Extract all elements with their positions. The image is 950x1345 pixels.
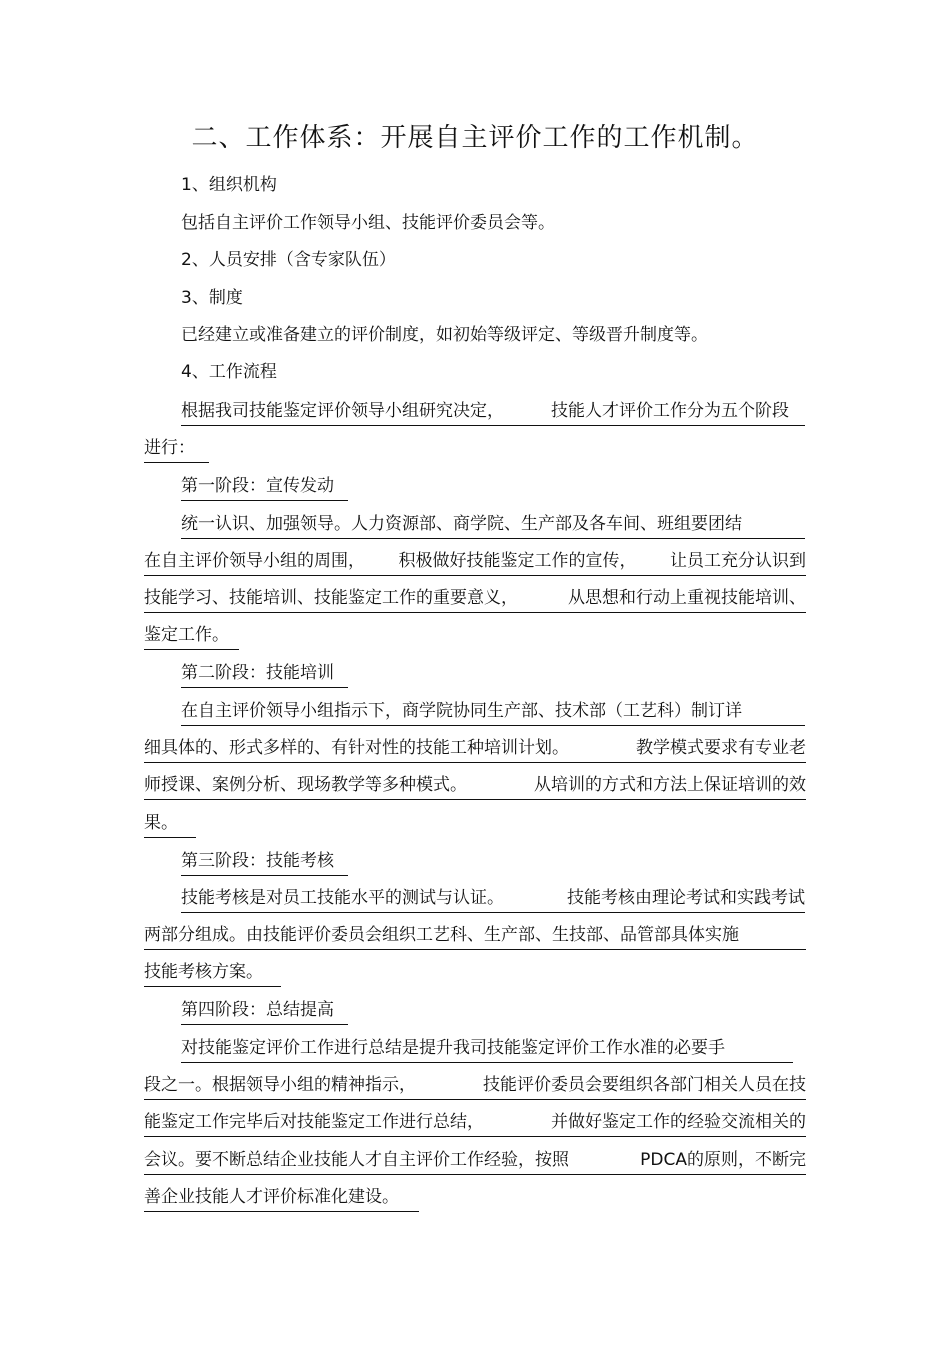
stage2-text-2a: 细具体的、形式多样的、有针对性的技能工种培训计划。 [144, 738, 569, 758]
stage2-text-3b: 从培训的方式和方法上保证培训的效 [534, 775, 806, 795]
stage3-text-1b: 技能考核由理论考试和实践考试 [567, 888, 805, 908]
heading-system: 3、制度 [181, 288, 243, 308]
intro-text-a: 根据我司技能鉴定评价领导小组研究决定， [181, 401, 504, 421]
stage1-text-2a: 在自主评价领导小组的周围， [144, 551, 365, 571]
stage2-line-2 [144, 735, 806, 763]
stage1-text-2b: 积极做好技能鉴定工作的宣传， [398, 551, 637, 571]
stage4-text-2a: 段之一。根据领导小组的精神指示， [144, 1075, 416, 1095]
stage2-line-4: 果。 [144, 810, 196, 838]
heading-staffing: 2、人员安排（含专家队伍） [181, 250, 396, 270]
stage4-text-2b: 技能评价委员会要组织各部门相关人员在技 [483, 1075, 806, 1095]
stage3-heading: 第三阶段：技能考核 [181, 848, 348, 876]
stage3-line-3: 技能考核方案。 [144, 959, 281, 987]
stage3-text-1a: 技能考核是对员工技能水平的测试与认证。 [181, 888, 504, 908]
stage4-text-3a: 能鉴定工作完毕后对技能鉴定工作进行总结， [144, 1112, 484, 1132]
section-title: 二、工作体系：开展自主评价工作的工作机制。 [191, 123, 759, 153]
stage1-line-2 [144, 548, 806, 576]
stage4-line-5: 善企业技能人才评价标准化建设。 [144, 1184, 419, 1212]
stage1-line-3 [144, 585, 806, 613]
stage1-line-4: 鉴定工作。 [144, 622, 239, 650]
stage4-text-4b: PDCA的原则，不断完 [640, 1150, 806, 1170]
stage1-heading: 第一阶段：宣传发动 [181, 473, 348, 501]
stage2-text-2b: 教学模式要求有专业老 [636, 738, 806, 758]
stage4-line-3 [144, 1109, 806, 1137]
organization-body: 包括自主评价工作领导小组、技能评价委员会等。 [181, 213, 555, 233]
stage2-line-3 [144, 772, 806, 800]
intro-line-2: 进行： [144, 435, 209, 463]
stage1-line-1: 统一认识、加强领导。人力资源部、商学院、生产部及各车间、班组要团结 [181, 511, 805, 539]
stage4-line-1: 对技能鉴定评价工作进行总结是提升我司技能鉴定评价工作水准的必要手 [181, 1035, 793, 1063]
stage4-line-4 [144, 1147, 806, 1175]
stage1-text-3a: 技能学习、技能培训、技能鉴定工作的重要意义， [144, 588, 518, 608]
heading-workflow: 4、工作流程 [181, 362, 277, 382]
heading-organization: 1、组织机构 [181, 175, 277, 195]
intro-text-b: 技能人才评价工作分为五个阶段 [551, 401, 789, 421]
intro-line-1 [181, 398, 805, 426]
stage3-line-1 [181, 885, 805, 913]
stage2-text-3a: 师授课、案例分析、现场教学等多种模式。 [144, 775, 467, 795]
stage4-line-2 [144, 1072, 806, 1100]
stage1-text-3b: 从思想和行动上重视技能培训、 [568, 588, 806, 608]
stage1-text-2c: 让员工充分认识到 [670, 551, 806, 571]
stage4-text-4a: 会议。要不断总结企业技能人才自主评价工作经验，按照 [144, 1150, 569, 1170]
stage3-line-2: 两部分组成。由技能评价委员会组织工艺科、生产部、生技部、品管部具体实施 [144, 922, 806, 950]
stage4-text-3b: 并做好鉴定工作的经验交流相关的 [551, 1112, 806, 1132]
stage4-heading: 第四阶段：总结提高 [181, 997, 348, 1025]
system-body: 已经建立或准备建立的评价制度，如初始等级评定、等级晋升制度等。 [181, 325, 708, 345]
stage2-heading: 第二阶段：技能培训 [181, 660, 348, 688]
stage2-line-1: 在自主评价领导小组指示下，商学院协同生产部、技术部（工艺科）制订详 [181, 698, 805, 726]
